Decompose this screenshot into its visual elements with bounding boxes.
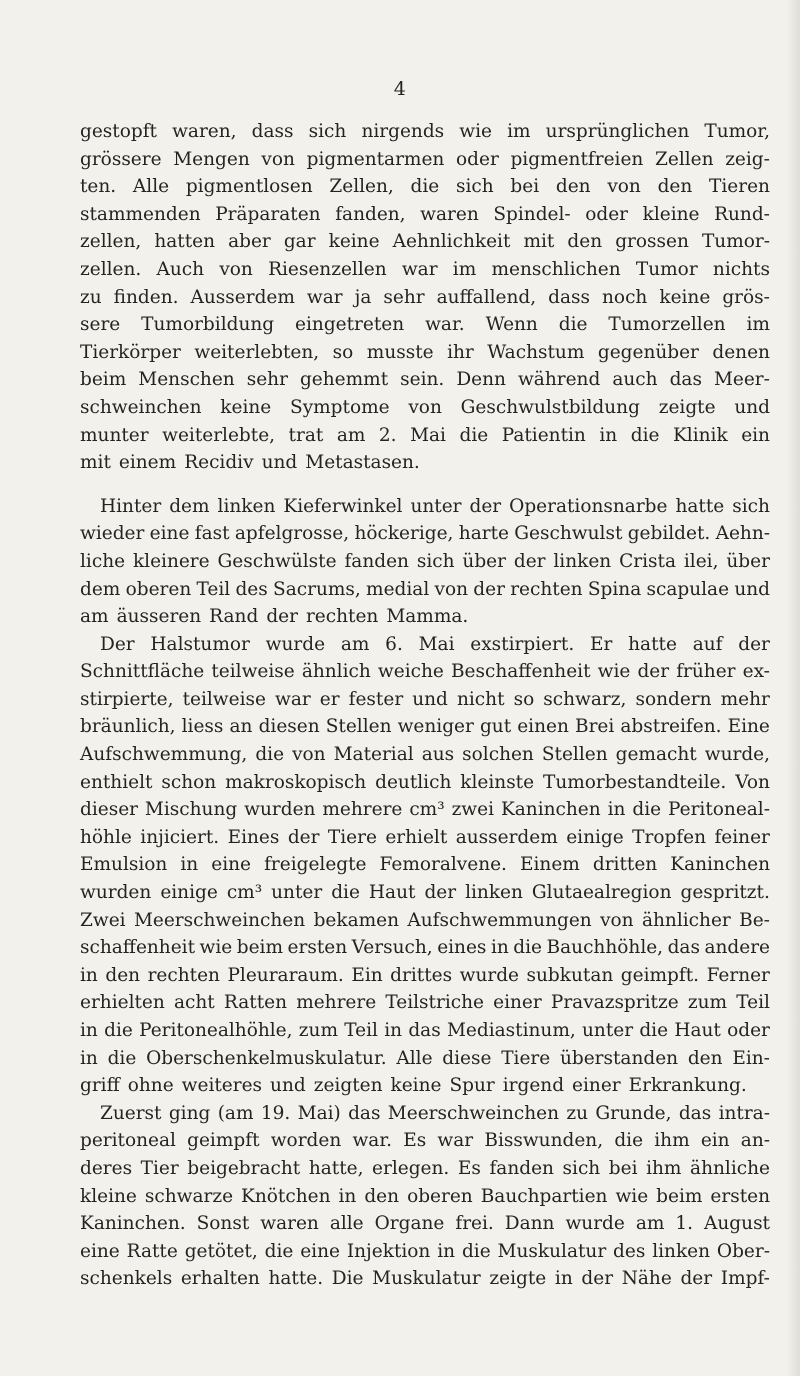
text-line: schenkels erhalten hatte. Die Muskulatur zeigte in der Nähe der Impf-: [80, 1268, 770, 1290]
text-line: am äusseren Rand der rechten Mamma.: [80, 606, 469, 628]
text-line: wurden einige cm³ unter die Haut der linken Glutaealregion gespritzt.: [80, 882, 770, 904]
text-line: zu finden. Ausserdem war ja sehr auffallend, dass noch keine grös-: [80, 286, 770, 308]
page-edge-shadow: [786, 0, 800, 1376]
text-line: peritoneal geimpft worden war. Es war Bisswunden, die ihm ein an-: [80, 1130, 770, 1152]
text-line: kleine schwarze Knötchen in den oberen Bauchpartien wie beim ersten: [80, 1185, 770, 1207]
text-line: bräunlich, liess an diesen Stellen weniger gut einen Brei abstreifen. Eine: [80, 716, 770, 738]
text-line: in die Oberschenkelmuskulatur. Alle diese Tiere überstanden den Ein-: [80, 1047, 770, 1069]
text-line: enthielt schon makroskopisch deutlich kleinste Tumorbestandteile. Von: [80, 771, 770, 793]
body-text: [80, 118, 770, 1293]
text-line: Aufschwemmung, die von Material aus solchen Stellen gemacht wurde,: [80, 744, 770, 766]
text-line: ten. Alle pigmentlosen Zellen, die sich bei den von den Tieren: [80, 176, 770, 198]
text-line: in den rechten Pleuraraum. Ein drittes wurde subkutan geimpft. Ferner: [80, 964, 770, 986]
text-line: höhle injiciert. Eines der Tiere erhielt ausserdem einige Tropfen feiner: [80, 826, 770, 848]
text-line: sere Tumorbildung eingetreten war. Wenn die Tumorzellen im: [80, 314, 770, 336]
text-line: dieser Mischung wurden mehrere cm³ zwei Kaninchen in die Peritoneal-: [80, 799, 770, 821]
page-number: 4: [393, 78, 407, 100]
text-line: Hinter dem linken Kieferwinkel unter der Operationsnarbe hatte sich: [100, 495, 770, 517]
text-line: Emulsion in eine freigelegte Femoralvene. Einem dritten Kaninchen: [80, 854, 770, 876]
text-line: in die Peritonealhöhle, zum Teil in das Mediastinum, unter die Haut oder: [80, 1020, 770, 1041]
text-line: grössere Mengen von pigmentarmen oder pigmentfreien Zellen zeig-: [80, 148, 770, 170]
text-line: zellen. Auch von Riesenzellen war im menschlichen Tumor nichts: [80, 258, 770, 280]
text-line: Der Halstumor wurde am 6. Mai exstirpiert. Er hatte auf der: [100, 633, 770, 655]
text-line: Zuerst ging (am 19. Mai) das Meerschweinchen zu Grunde, das intra-: [100, 1102, 770, 1124]
text-line: beim Menschen sehr gehemmt sein. Denn während auch das Meer-: [80, 369, 770, 391]
text-line: munter weiterlebte, trat am 2. Mai die Patientin in die Klinik ein: [80, 424, 770, 446]
text-line: stammenden Präparaten fanden, waren Spindel- oder kleine Rund-: [80, 203, 770, 225]
text-line: gestopft waren, dass sich nirgends wie im ursprünglichen Tumor,: [80, 121, 770, 142]
text-line: Schnittfläche teilweise ähnlich weiche Beschaffenheit wie der früher ex-: [80, 661, 770, 683]
text-line: stirpierte, teilweise war er fester und nicht so schwarz, sondern mehr: [80, 688, 770, 710]
text-line: zellen, hatten aber gar keine Aehnlichkeit mit den grossen Tumor-: [80, 231, 770, 253]
text-line: erhielten acht Ratten mehrere Teilstriche einer Pravazspritze zum Teil: [80, 992, 770, 1014]
text-line: liche kleinere Geschwülste fanden sich über der linken Crista ilei, über: [80, 550, 770, 572]
text-line: schaffenheit wie beim ersten Versuch, eines in die Bauchhöhle, das andere: [80, 937, 770, 959]
text-line: Kaninchen. Sonst waren alle Organe frei. Dann wurde am 1. August: [80, 1213, 770, 1235]
text-line: Tierkörper weiterlebten, so musste ihr Wachstum gegenüber denen: [80, 341, 770, 363]
text-line: dem oberen Teil des Sacrums, medial von der rechten Spina scapulae und: [80, 578, 770, 600]
text-line: mit einem Recidiv und Metastasen.: [80, 452, 420, 474]
text-line: schweinchen keine Symptome von Geschwulstbildung zeigte und: [80, 396, 770, 418]
text-line: deres Tier beigebracht hatte, erlegen. Es fanden sich bei ihm ähnliche: [80, 1157, 770, 1179]
text-line: eine Ratte getötet, die eine Injektion in die Muskulatur des linken Ober-: [80, 1240, 770, 1262]
text-line: wieder eine fast apfelgrosse, höckerige, harte Geschwulst gebildet. Aehn-: [80, 523, 770, 545]
text-line: Zwei Meerschweinchen bekamen Aufschwemmungen von ähnlicher Be-: [80, 909, 770, 931]
paragraph-gap: [80, 477, 770, 493]
text-line: griff ohne weiteres und zeigten keine Spur irgend einer Erkrankung.: [80, 1075, 747, 1097]
